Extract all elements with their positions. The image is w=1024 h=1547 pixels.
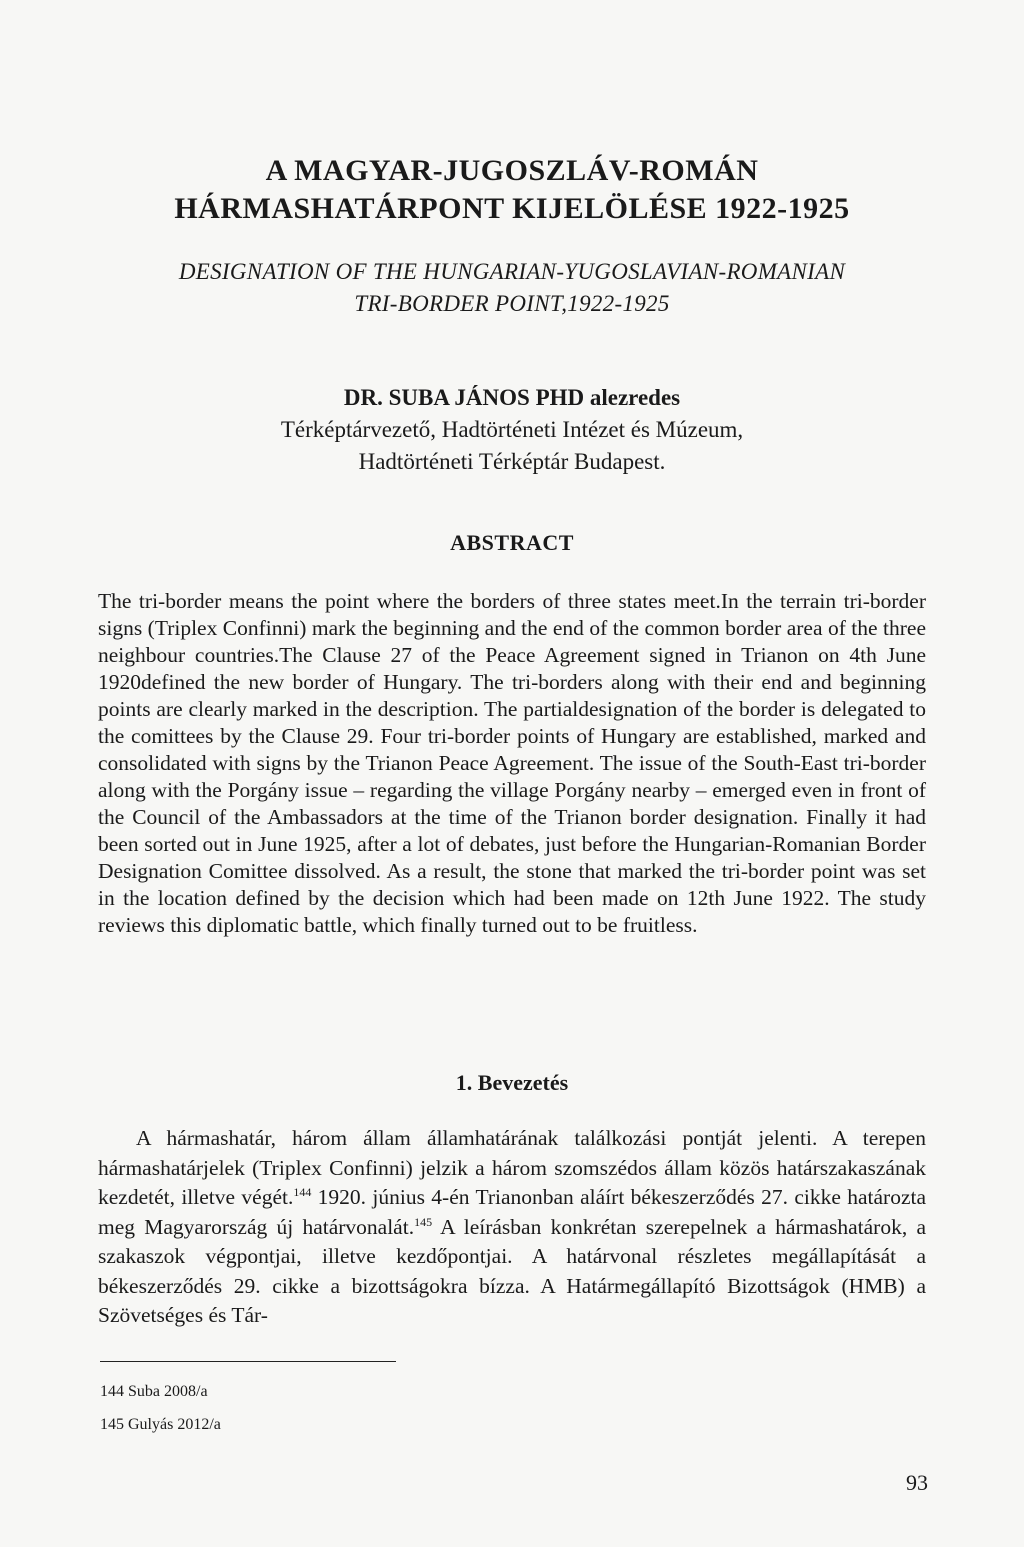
- article-title: [100, 152, 924, 228]
- section-paragraph: [98, 1124, 926, 1331]
- footnotes: [100, 1375, 600, 1441]
- abstract-heading: ABSTRACT: [450, 530, 574, 555]
- section-heading: 1. Bevezetés: [455, 1070, 569, 1095]
- affiliation-line-2: Hadtörténeti Térképtár Budapest.: [358, 449, 666, 474]
- paragraph-text-part-2: 1920. június 4-én Trianonban aláírt békeszerződés 27. cikke határozta meg Magyarország új határvonalát.: [98, 1185, 927, 1239]
- english-title-line-2: TRI-BORDER POINT,1922-1925: [354, 291, 670, 316]
- affiliation-line-1: Térképtárvezető, Hadtörténeti Intézet és Múzeum,: [280, 417, 744, 442]
- paragraph-text-part-1: A hármashatár, három állam államhatárának találkozási pontját jelenti. A terepen hármashatárjelek (Triplex Confinni) jelzik a három szomszédos állam közös határszakaszának kezdetét, illetve végét.: [98, 1126, 926, 1209]
- footnote-ref-145: 145: [414, 1214, 433, 1229]
- footnote-144: 144 Suba 2008/a: [100, 1383, 208, 1400]
- title-line-2: HÁRMASHATÁRPONT KIJELÖLÉSE 1922-1925: [174, 192, 850, 225]
- title-line-1: A MAGYAR-JUGOSZLÁV-ROMÁN: [265, 154, 759, 187]
- footnote-145: 145 Gulyás 2012/a: [100, 1416, 221, 1433]
- author-name: DR. SUBA JÁNOS PHD alezredes: [343, 385, 681, 410]
- page-number: 93: [906, 1470, 928, 1495]
- footnote-ref-144: 144: [293, 1184, 312, 1199]
- abstract-text: The tri-border means the point where the borders of three states meet.In the terrain tri-border signs (Triplex Confinni) mark the beginning and the end of the common border area of the three neighbour countries.The Clause 27 of the Peace Agreement signed in Trianon on 4th June 1920defined the new border of Hungary. The tri-borders along with their end and beginning points are clearly marked in the description. The partialdesignation of the border is delegated to the comittees by the Clause 29. Four tri-border points of Hungary are established, marked and consolidated with signs by the Trianon Peace Agreement. The issue of the South-East tri-border along with the Porgány issue – regarding the village Porgány nearby – emerged even in front of the Council of the Ambassadors at the time of the Trianon border designation. Finally it had been sorted out in June 1925, after a lot of debates, just before the Hungarian-Romanian Border Designation Comittee dissolved. As a result, the stone that marked the tri-border point was set in the location defined by the decision which had been made on 12th June 1922. The study reviews this diplomatic battle, which finally turned out to be fruitless.: [98, 589, 926, 937]
- footnote-divider: [100, 1361, 396, 1362]
- paragraph-text-part-3: A leírásban konkrétan szerepelnek a hármashatárok, a szakaszok végpontjai, illetve kezdőpontjai. A határvonal részletes megállapítását a békeszerződés 29. cikke a bizottságokra bízza. A Határmegállapító Bizottságok (HMB) a Szövetséges és Tár-: [98, 1214, 926, 1327]
- english-title-line-1: DESIGNATION OF THE HUNGARIAN-YUGOSLAVIAN-ROMANIAN: [178, 259, 846, 284]
- author-block: [100, 382, 924, 478]
- english-title: [90, 256, 934, 320]
